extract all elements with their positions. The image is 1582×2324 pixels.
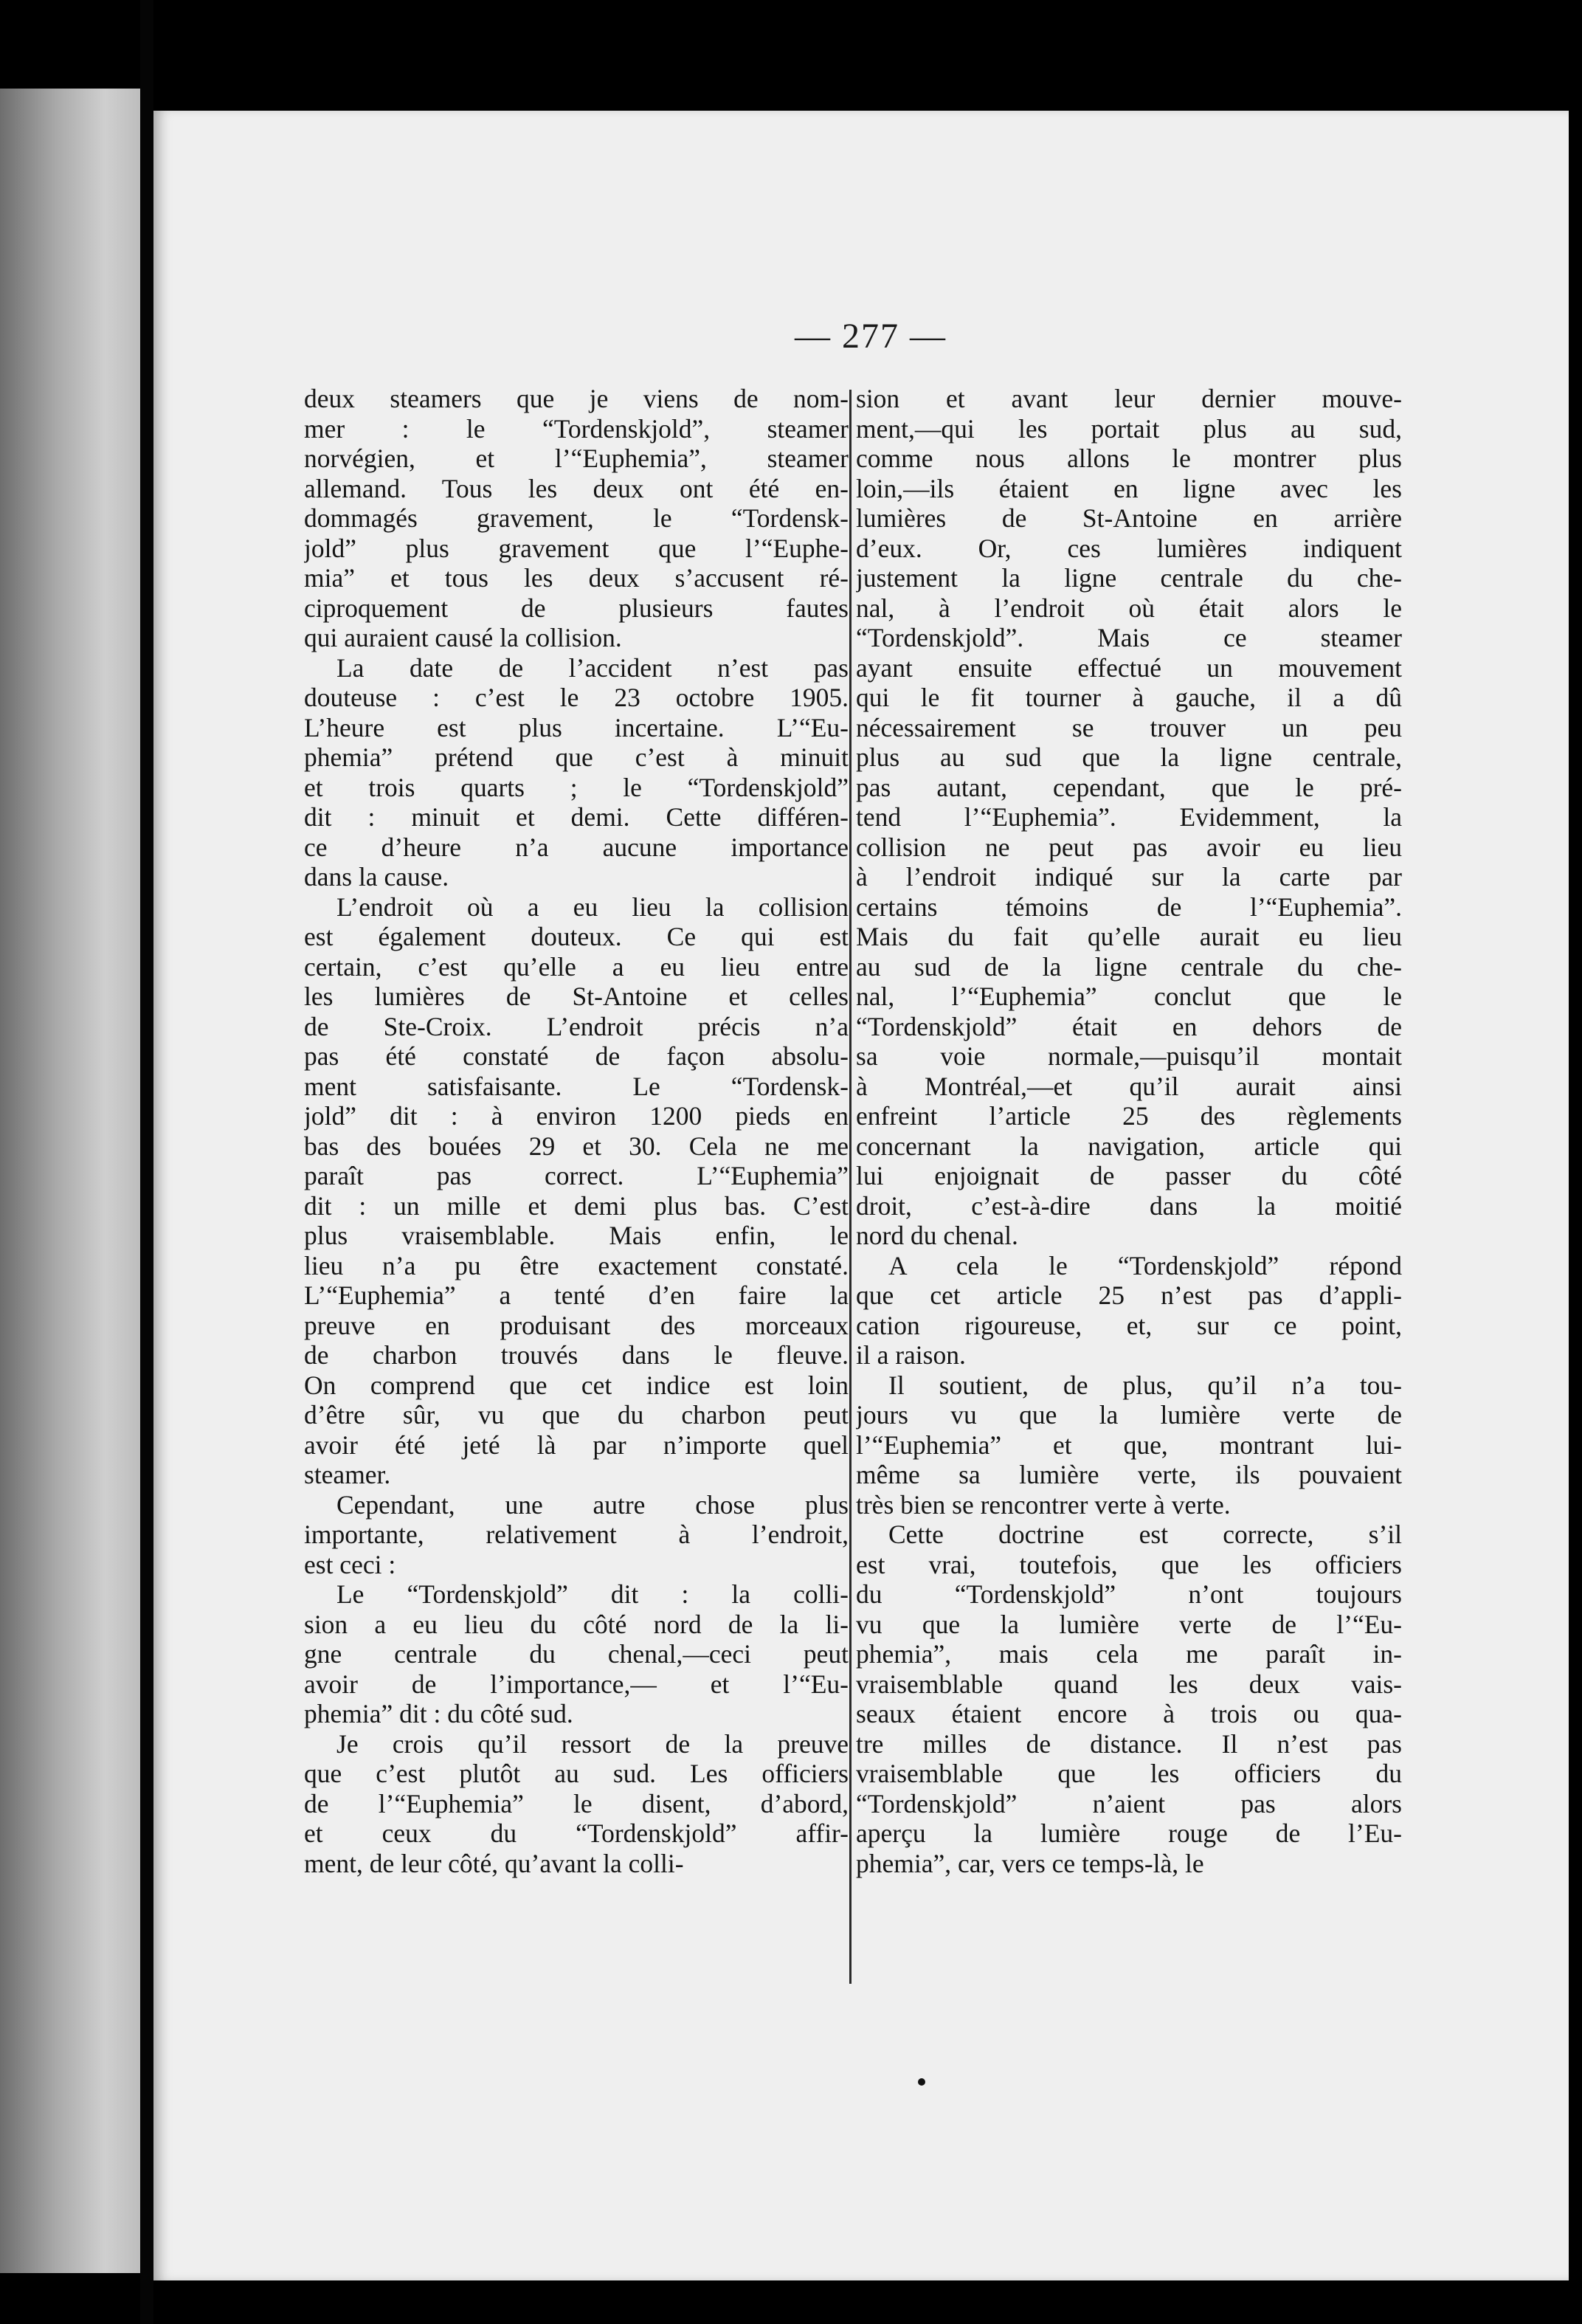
text-line: phemia” dit : du côté sud. <box>304 1699 573 1728</box>
text-line: phemia”, car, vers ce temps-là, le <box>856 1848 1204 1878</box>
text-line: que c’est plutôt au sud. Les officiers <box>304 1759 849 1788</box>
text-line: droit, c’est-à-dire dans la moitié <box>856 1190 1402 1221</box>
text-line: vu que la lumière verte de l’“Eu- <box>856 1609 1402 1639</box>
text-line: et trois quarts ; le “Tordenskjold” <box>304 772 849 802</box>
text-line: phemia” prétend que c’est à minuit <box>304 742 849 772</box>
text-line: avoir de l’importance,— et l’“Eu- <box>304 1669 849 1699</box>
text-line: gne centrale du chenal,—ceci peut <box>304 1639 849 1669</box>
left-text-column <box>304 384 849 1878</box>
text-line: l’“Euphemia” et que, montrant lui- <box>856 1430 1402 1460</box>
text-line: nal, à l’endroit où était alors le <box>856 593 1402 623</box>
text-line: justement la ligne centrale du che- <box>856 563 1402 593</box>
text-line: de Ste-Croix. L’endroit précis n’a <box>304 1011 849 1041</box>
text-line: est également douteux. Ce qui est <box>304 922 849 951</box>
text-line: Je crois qu’il ressort de la preuve <box>336 1728 849 1759</box>
text-line: L’“Euphemia” a tenté d’en faire la <box>304 1280 849 1310</box>
text-line: avoir été jeté là par n’importe quel <box>304 1430 849 1460</box>
right-text-column <box>856 384 1402 1878</box>
text-line: certains témoins de l’“Euphemia”. <box>856 892 1402 922</box>
text-line: de charbon trouvés dans le fleuve. <box>304 1340 849 1370</box>
text-line: preuve en produisant des morceaux <box>304 1310 849 1340</box>
text-line: dommagés gravement, le “Tordensk- <box>304 503 849 533</box>
text-line: jours vu que la lumière verte de <box>856 1400 1402 1430</box>
text-line: mer : le “Tordenskjold”, steamer <box>304 413 849 444</box>
book-spine <box>140 0 153 2324</box>
text-line: d’être sûr, vu que du charbon peut <box>304 1400 849 1430</box>
text-line: au sud de la ligne centrale du che- <box>856 951 1402 982</box>
text-line: nécessairement se trouver un peu <box>856 712 1402 742</box>
text-line: de l’“Euphemia” le disent, d’abord, <box>304 1788 849 1818</box>
text-line: cation rigoureuse, et, sur ce point, <box>856 1310 1402 1340</box>
text-line: ment satisfaisante. Le “Tordensk- <box>304 1071 849 1101</box>
text-line: lumières de St-Antoine en arrière <box>856 503 1402 533</box>
previous-page-edge <box>0 89 140 2273</box>
text-line: sion a eu lieu du côté nord de la li- <box>304 1609 849 1639</box>
ink-speck <box>918 2078 925 2086</box>
text-line: A cela le “Tordenskjold” répond <box>888 1250 1402 1280</box>
text-line: loin,—ils étaient en ligne avec les <box>856 473 1402 503</box>
text-line: dit : un mille et demi plus bas. C’est <box>304 1190 849 1221</box>
text-line: sa voie normale,—puisqu’il montait <box>856 1041 1402 1071</box>
text-line: certain, c’est qu’elle a eu lieu entre <box>304 951 849 982</box>
text-line: même sa lumière verte, ils pouvaient <box>856 1460 1402 1489</box>
text-line: qui auraient causé la collision. <box>304 623 622 652</box>
text-line: il a raison. <box>856 1340 966 1370</box>
text-line: allemand. Tous les deux ont été en- <box>304 473 849 503</box>
text-line: plus au sud que la ligne centrale, <box>856 742 1402 772</box>
text-line: nal, l’“Euphemia” conclut que le <box>856 982 1402 1011</box>
text-line: plus vraisemblable. Mais enfin, le <box>304 1221 849 1250</box>
text-line: lui enjoignait de passer du côté <box>856 1161 1402 1190</box>
text-line: tend l’“Euphemia”. Evidemment, la <box>856 802 1402 832</box>
text-line: est ceci : <box>304 1549 396 1579</box>
text-line: enfreint l’article 25 des règlements <box>856 1101 1402 1131</box>
text-line: à l’endroit indiqué sur la carte par <box>856 862 1402 892</box>
text-line: et ceux du “Tordenskjold” affir- <box>304 1818 849 1848</box>
text-line: L’heure est plus incertaine. L’“Eu- <box>304 712 849 742</box>
text-line: d’eux. Or, ces lumières indiquent <box>856 533 1402 563</box>
text-line: ment,—qui les portait plus au sud, <box>856 413 1402 444</box>
page-number: — 277 — <box>795 317 947 356</box>
text-line: norvégien, et l’“Euphemia”, steamer <box>304 444 849 473</box>
text-line: douteuse : c’est le 23 octobre 1905. <box>304 683 849 712</box>
text-line: vraisemblable que les officiers du <box>856 1759 1402 1788</box>
text-line: On comprend que cet indice est loin <box>304 1370 849 1400</box>
text-line: “Tordenskjold” était en dehors de <box>856 1011 1402 1041</box>
text-line: pas autant, cependant, que le pré- <box>856 772 1402 802</box>
text-line: très bien se rencontrer verte à verte. <box>856 1489 1231 1520</box>
text-line: nord du chenal. <box>856 1221 1018 1250</box>
text-line: phemia”, mais cela me paraît in- <box>856 1639 1402 1669</box>
text-line: Cette doctrine est correcte, s’il <box>888 1520 1402 1549</box>
text-line: mia” et tous les deux s’accusent ré- <box>304 563 849 593</box>
text-line: comme nous allons le montrer plus <box>856 444 1402 473</box>
text-line: Il soutient, de plus, qu’il n’a tou- <box>888 1370 1402 1400</box>
text-line: les lumières de St-Antoine et celles <box>304 982 849 1011</box>
text-line: ment, de leur côté, qu’avant la colli- <box>304 1848 684 1878</box>
text-line: jold” plus gravement que l’“Euphe- <box>304 533 849 563</box>
text-line: collision ne peut pas avoir eu lieu <box>856 832 1402 862</box>
text-line: La date de l’accident n’est pas <box>336 652 849 683</box>
text-line: paraît pas correct. L’“Euphemia” <box>304 1161 849 1190</box>
text-line: “Tordenskjold” n’aient pas alors <box>856 1788 1402 1818</box>
text-line: L’endroit où a eu lieu la collision <box>336 892 849 922</box>
text-line: ayant ensuite effectué un mouvement <box>856 652 1402 683</box>
text-line: dans la cause. <box>304 862 449 892</box>
text-line: vraisemblable quand les deux vais- <box>856 1669 1402 1699</box>
text-line: à Montréal,—et qu’il aurait ainsi <box>856 1071 1402 1101</box>
column-divider <box>849 390 852 1984</box>
text-line: Cependant, une autre chose plus <box>336 1489 849 1520</box>
text-line: du “Tordenskjold” n’ont toujours <box>856 1579 1402 1609</box>
text-line: sion et avant leur dernier mouve- <box>856 384 1402 413</box>
text-line: deux steamers que je viens de nom- <box>304 384 849 413</box>
text-line: qui le fit tourner à gauche, il a dû <box>856 683 1402 712</box>
text-line: pas été constaté de façon absolu- <box>304 1041 849 1071</box>
text-line: ce d’heure n’a aucune importance <box>304 832 849 862</box>
text-line: lieu n’a pu être exactement constaté. <box>304 1250 849 1280</box>
text-line: Le “Tordenskjold” dit : la colli- <box>336 1579 849 1609</box>
text-line: jold” dit : à environ 1200 pieds en <box>304 1101 849 1131</box>
text-line: steamer. <box>304 1460 391 1489</box>
text-line: Mais du fait qu’elle aurait eu lieu <box>856 922 1402 951</box>
text-line: seaux étaient encore à trois ou qua- <box>856 1699 1402 1728</box>
text-line: bas des bouées 29 et 30. Cela ne me <box>304 1131 849 1161</box>
text-line: tre milles de distance. Il n’est pas <box>856 1728 1402 1759</box>
text-line: que cet article 25 n’est pas d’appli- <box>856 1280 1402 1310</box>
text-line: concernant la navigation, article qui <box>856 1131 1402 1161</box>
text-line: “Tordenskjold”. Mais ce steamer <box>856 623 1402 652</box>
text-line: aperçu la lumière rouge de l’Eu- <box>856 1818 1402 1848</box>
text-line: ciproquement de plusieurs fautes <box>304 593 849 623</box>
text-line: dit : minuit et demi. Cette différen- <box>304 802 849 832</box>
text-line: importante, relativement à l’endroit, <box>304 1520 849 1549</box>
text-line: est vrai, toutefois, que les officiers <box>856 1549 1402 1579</box>
